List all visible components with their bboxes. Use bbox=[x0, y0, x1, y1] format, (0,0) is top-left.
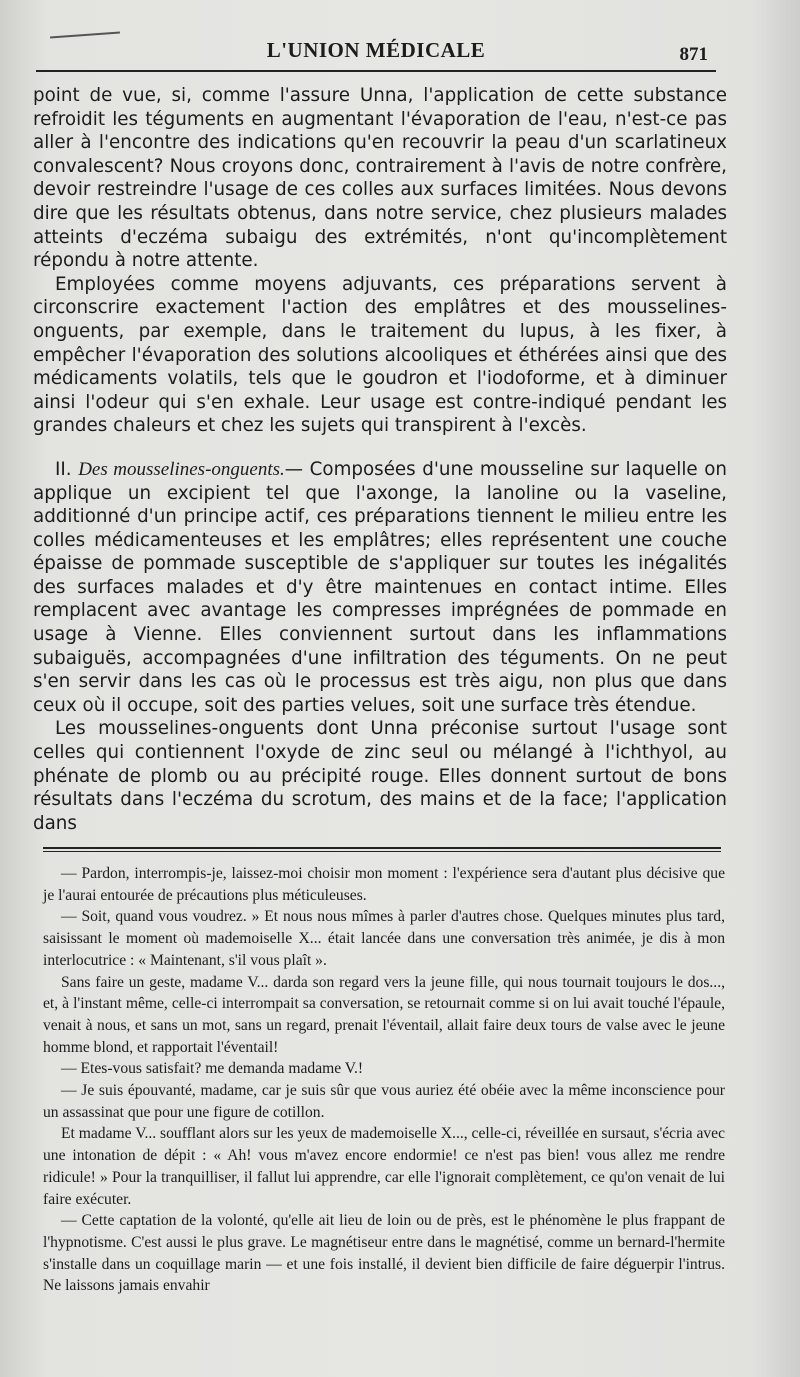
section-body: — Composées d'une mousseline sur laquelle on applique un excipient tel que l'axonge, la lanoline ou la vaseline, additionné d'un principe actif, ces préparations tiennent le milieu entre les colles médicamenteuses et les emplâtres; elles représentent une couche épaisse de pommade susceptible de s'appliquer sur toutes les inégalités des surfaces malades et d'y être maintenues en contact intime. Elles remplacent avec avantage les compresses imprégnées de pommade en usage à Vienne. Elles conviennent surtout dans les inflammations subaiguës, accompagnées d'une infiltration des téguments. On ne peut s'en servir dans les cas où le processus est très aigu, non plus que dans ceux où il occupe, soit des parties velues, soit une surface très étendue. bbox=[33, 458, 728, 716]
feuilleton-paragraph: Sans faire un geste, madame V... darda son regard vers la jeune fille, qui nous tournait toujours le dos..., et, à l'instant même, celle-ci interrompait sa conversation, se retournait comme si on lui avait touché l'épaule, venait à nous, et sans un mot, sans un regard, prenait l'éventail, allait faire deux tours de valse avec le jeune homme blond, et rapportait l'éventail! bbox=[43, 973, 725, 1056]
journal-title: L'UNION MÉDICALE bbox=[266, 38, 486, 62]
header-rule bbox=[36, 70, 716, 72]
feuilleton-paragraph: — Etes-vous satisfait? me demanda madame V.! bbox=[61, 1060, 364, 1078]
feuilleton-paragraph: — Cette captation de la volonté, qu'elle ait lieu de loin ou de près, est le phénomène le plus frappant de l'hypnotisme. C'est aussi le plus grave. Le magnétiseur entre dans le magnétisé, comme un bernard-l'hermite s'installe dans un coquillage marin — et une fois installé, il devient bien difficile de faire déguerpir l'intrus. Ne laissons jamais envahir bbox=[43, 1212, 725, 1295]
section-number: II. bbox=[55, 458, 72, 480]
running-header bbox=[36, 38, 716, 72]
paragraph-continued: point de vue, si, comme l'assure Unna, l'application de cette substance refroidit les téguments en augmentant l'évaporation de l'eau, n'est-ce pas aller à l'encontre des indications qu'en recouvrir la peau d'un scarlatineux convalescent? Nous croyons donc, contrairement à l'avis de notre confrère, devoir restreindre l'usage de ces colles aux surfaces limitées. Nous devons dire que les résultats obtenus, dans notre service, chez plusieurs malades atteints d'eczéma subaigu des extrémités, n'ont qu'incomplètement répondu à notre attente. bbox=[33, 85, 727, 272]
feuilleton-paragraph: — Soit, quand vous voudrez. » Et nous nous mîmes à parler d'autres chose. Quelques minutes plus tard, saisissant le moment où mademoiselle X... était lancée dans une conversation très animée, je dis à mon interlocutrice : « Maintenant, s'il vous plaît ». bbox=[43, 908, 725, 969]
feuilleton-rule bbox=[43, 847, 721, 852]
page-number: 871 bbox=[679, 44, 708, 65]
feuilleton-paragraph: Et madame V... soufflant alors sur les yeux de mademoiselle X..., celle-ci, réveillée en sursaut, s'écria avec une intonation de dépit : « Ah! vous m'avez encore endormie! ce n'est pas bien! vous allez me rendre ridicule! » Pour la tranquilliser, il fallut lui apprendre, car elle l'ignorait complètement, ce qu'on venait de lui faire exécuter. bbox=[43, 1125, 726, 1208]
feuilleton-text bbox=[43, 863, 725, 1297]
paragraph-adjuvants: Employées comme moyens adjuvants, ces préparations servent à circonscrire exactement l'action des emplâtres et des mousselines-onguents, par exemple, dans le traitement du lupus, à les fixer, à empêcher l'évaporation des solutions alcooliques et éthérées ainsi que des médicaments volatils, tels que le goudron et l'iodoforme, et à diminuer ainsi l'odeur qui s'en exhale. Leur usage est contre-indiqué pendant les grandes chaleurs et chez les sujets qui transpirent à l'excès. bbox=[33, 273, 727, 437]
feuilleton-paragraph: — Je suis épouvanté, madame, car je suis sûr que vous auriez été obéie avec la même inconscience pour un assassinat que pour une figure de cotillon. bbox=[43, 1082, 725, 1121]
section-mousselines bbox=[33, 458, 727, 718]
section-title: Des mousselines-onguents. bbox=[78, 458, 285, 480]
main-text bbox=[33, 84, 727, 835]
paragraph-unna: Les mousselines-onguents dont Unna préconise surtout l'usage sont celles qui contiennent l'oxyde de zinc seul ou mélangé à l'ichthyol, au phénate de plomb ou au précipité rouge. Elles donnent surtout de bons résultats dans l'eczéma du scrotum, des mains et de la face; l'application dans bbox=[33, 718, 727, 834]
feuilleton-paragraph: — Pardon, interrompis-je, laissez-moi choisir mon moment : l'expérience sera d'autant plus décisive que je l'aurai entourée de précautions plus méticuleuses. bbox=[43, 865, 725, 904]
